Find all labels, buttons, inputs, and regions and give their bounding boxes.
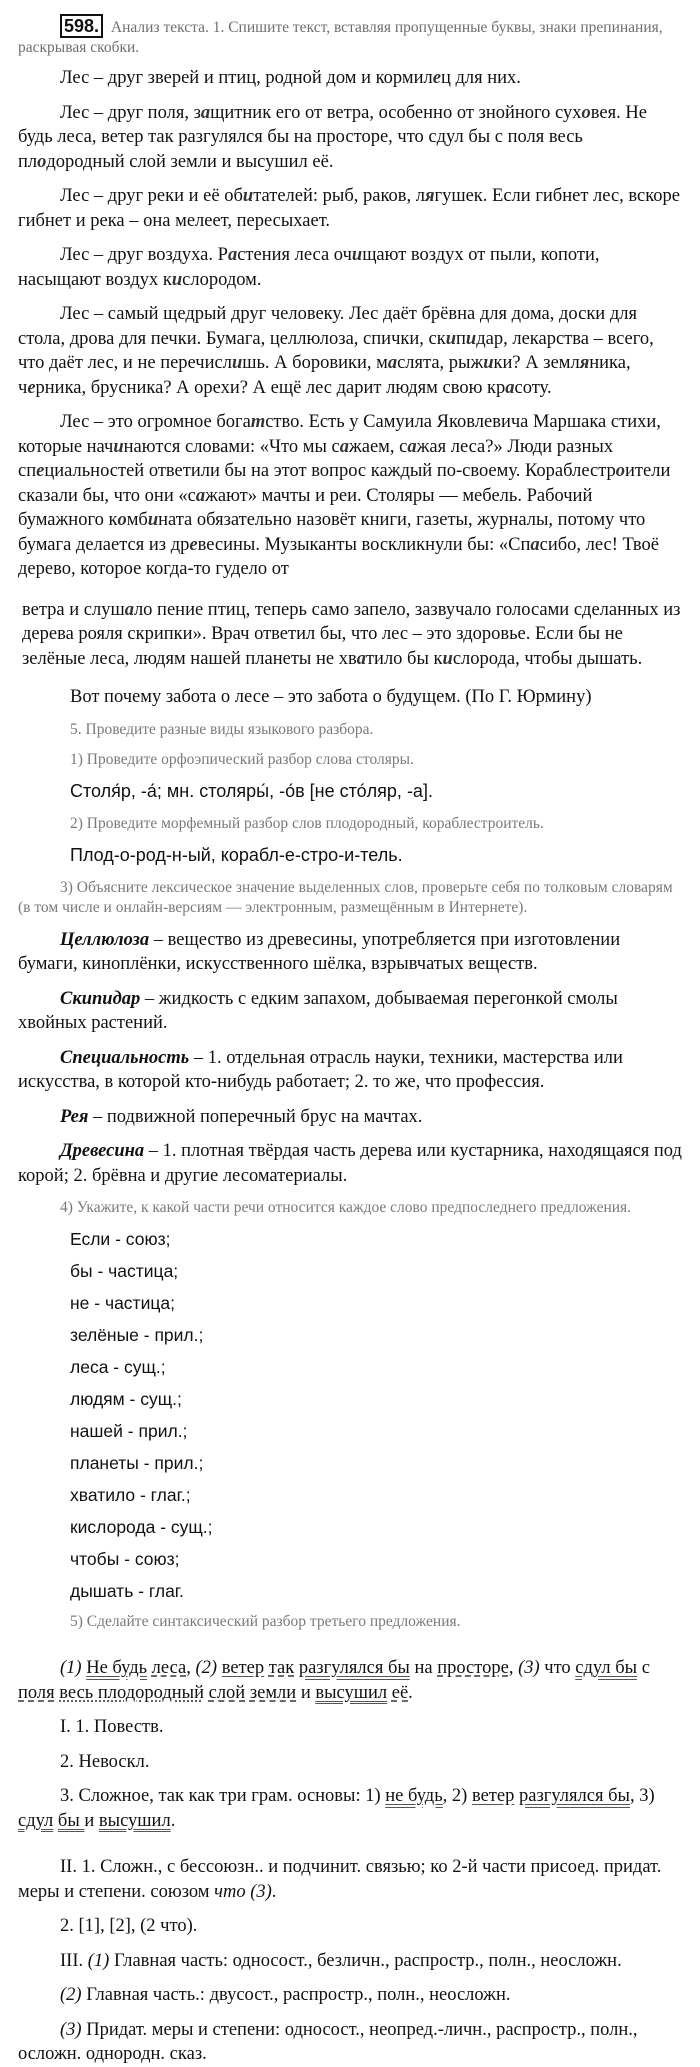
- inserted-letter: е: [432, 68, 441, 88]
- definition-term: Специальность: [60, 1047, 190, 1068]
- inserted-letter: о: [581, 102, 591, 123]
- task5-instruction: 5. Проведите разные виды языкового разбора.: [70, 720, 374, 738]
- inserted-letter: и: [171, 269, 183, 290]
- pos-item: хватило - глаг.;: [70, 1485, 191, 1505]
- inserted-letter: т: [250, 412, 266, 432]
- inserted-letter: а: [356, 648, 366, 669]
- sentence-member: ветер: [221, 1658, 265, 1678]
- sentence-member: (1): [60, 1658, 82, 1678]
- analysis-II1-conj: что (3): [214, 1881, 272, 1902]
- sub3-instruction: 3) Объясните лексическое значение выделенных слов, проверьте себя по толковым словарям (в том числе и онлайн-версиям — электронным, размещённым в Интернете).: [18, 878, 673, 916]
- analysis-I3: 3. Сложное, так как три грам. основы: 1) не будь, 2) ветер разгулялся бы, 3) сдул бы и высушил.: [18, 1786, 655, 1831]
- inserted-letter: и: [465, 328, 477, 349]
- analysis-III1-text: Главная часть: односост., безличн., распростр., полн., неосложн.: [109, 1950, 622, 1971]
- definition-text: – 1. плотная твёрдая часть дерева или кустарника, находящаяся под корой; 2. брёвна и другие лесоматериалы.: [18, 1141, 682, 1186]
- syntax-sentence: (1) Не будь леса, (2) ветер так разгулялся бы на просторе, (3) что сдул бы с поля весь плодородный слой земли и высушил её.: [18, 1658, 650, 1703]
- inserted-letter: а: [505, 377, 515, 398]
- analysis-III3: [18, 2018, 682, 2067]
- exercise-instruction-text: Анализ текста. 1. Спишите текст, вставляя пропущенные буквы, знаки препинания, раскрывая скобки.: [18, 19, 663, 56]
- inserted-letter: е: [36, 461, 45, 481]
- inserted-letter: и: [442, 648, 453, 669]
- pos-item: леса - сущ.;: [70, 1357, 166, 1377]
- sentence-member: разгулялся бы: [298, 1658, 410, 1678]
- exercise-instruction: [18, 14, 682, 58]
- inserted-letter: а: [407, 436, 417, 457]
- analysis-III2: [18, 1983, 682, 2008]
- sub2-instruction: 2) Проведите морфемный разбор слов плодородный, кораблестроитель.: [70, 814, 544, 832]
- inserted-letter: и: [351, 245, 363, 265]
- analysis-III3-num: (3): [60, 2019, 82, 2040]
- sentence-member: бы: [57, 1810, 85, 1831]
- pos-item: Если - союз;: [70, 1229, 171, 1249]
- pos-item: зелёные - прил.;: [70, 1325, 204, 1345]
- inserted-letter: и: [242, 186, 254, 206]
- definition-term: Целлюлоза: [60, 929, 150, 950]
- definitions-list: [18, 928, 682, 1189]
- sentence-member: сдул бы: [575, 1658, 638, 1678]
- inserted-letter: а: [124, 599, 134, 620]
- closing-line: Вот почему забота о лесе – это забота о будущем. (По Г. Юрмину): [70, 687, 592, 707]
- sub1-answer: Столя́р, -а́; мн. столяры́, -о́в [не сто́ляр, -а].: [70, 780, 433, 801]
- sentence-member: ветер: [471, 1786, 515, 1806]
- inserted-letter: е: [189, 534, 198, 555]
- analysis-II2: 2. [1], [2], (2 что).: [60, 1916, 198, 1936]
- definition-item: [18, 928, 682, 977]
- analysis-III3-text: Придат. меры и степени: односост., неопред.-личн., распростр., полн., осложн. однородн. сказ.: [18, 2019, 638, 2064]
- pos-item: не - частица;: [70, 1293, 175, 1313]
- sentence-member: высушил: [315, 1682, 388, 1703]
- sentence-member: сдул: [18, 1810, 54, 1831]
- pos-item: нашей - прил.;: [70, 1421, 188, 1441]
- pos-item: дышать - глаг.: [70, 1581, 184, 1601]
- definition-text: – вещество из древесины, употребляется при изготовлении бумаги, киноплёнки, искусственного шёлка, взрывчатых веществ.: [18, 929, 621, 974]
- analysis-III1-num: (1): [87, 1950, 110, 1971]
- sub5-instruction: 5) Сделайте синтаксический разбор третьего предложения.: [70, 1613, 461, 1630]
- sentence-member: так: [268, 1658, 295, 1678]
- text-paragraph: Лес – друг поля, защитник его от ветра, особенно от знойного суховея. Не будь леса, ветер так разгулялся бы на просторе, что сдул бы с поля весь плодородный слой земли и высушил её.: [18, 102, 647, 172]
- inserted-letter: а: [339, 436, 349, 457]
- sentence-member: просторе: [437, 1658, 509, 1678]
- sub1-instruction: 1) Проведите орфоэпический разбор слова столяры.: [70, 750, 414, 768]
- text-paragraph: Лес – друг воздуха. Растения леса очищают воздух от пыли, копоти, насыщают воздух кислородом.: [18, 245, 600, 290]
- inserted-letter: я: [424, 186, 435, 206]
- definition-item: [18, 1046, 682, 1095]
- sentence-member: поля: [18, 1682, 55, 1703]
- inserted-letter: о: [37, 151, 47, 172]
- text-paragraph: ветра и слушало пение птиц, теперь само запело, зазвучало голосами сделанных из дерева рояля скрипки». Врач ответил бы, что лес – это здоровье. Если бы не зелёные леса, людям нашей планеты не хватило бы кислорода, чтобы дышать.: [22, 599, 681, 669]
- sentence-member: Не будь: [86, 1658, 148, 1678]
- inserted-letter: а: [195, 485, 206, 506]
- text-paragraph: Лес – самый щедрый друг человеку. Лес даёт брёвна для дома, доски для стола, дрова для печки. Бумага, целлюлоза, спички, скипидар, лекарства – всего, что даёт лес, и не перечислишь. А боровики, маслята, рыжики? А земляника, черника, брусника? А орехи? А ещё лес дарит людям свою красоту.: [18, 304, 654, 398]
- pos-item: кислорода - сущ.;: [70, 1517, 213, 1537]
- definition-item: [18, 1139, 682, 1188]
- inserted-letter: а: [387, 353, 398, 373]
- definition-text: – 1. отдельная отрасль науки, техники, мастерства или искусства, в которой кто-нибудь работает; 2. то же, что профессия.: [18, 1047, 623, 1092]
- inserted-letter: и: [113, 436, 124, 457]
- sentence-member: разгулялся бы: [518, 1786, 630, 1806]
- sentence-member: весь плодородный: [59, 1682, 204, 1703]
- inserted-letter: а: [227, 245, 238, 265]
- definition-text: – жидкость с едким запахом, добываемая перегонкой смолы хвойных растений.: [18, 988, 618, 1033]
- inserted-letter: о: [117, 510, 127, 530]
- pos-item: планеты - прил.;: [70, 1453, 204, 1473]
- inserted-letter: а: [530, 534, 540, 555]
- analysis-II1-end: .: [271, 1881, 277, 1902]
- pos-item: чтобы - союз;: [70, 1549, 180, 1569]
- text-paragraph: Лес – друг реки и её обитателей: рыб, раков, лягушек. Если гибнет лес, вскоре гибнет и река – она мелеет, пересыхает.: [18, 186, 681, 231]
- analysis-III1: [18, 1949, 682, 1974]
- sentence-member: (3): [518, 1658, 540, 1678]
- text-paragraph: Лес – друг зверей и птиц, родной дом и кормилец для них.: [60, 68, 521, 88]
- inserted-letter: е: [27, 377, 36, 398]
- sentence-member: слой: [208, 1682, 246, 1703]
- sentence-member: не будь: [385, 1786, 443, 1806]
- analysis-III2-num: (2): [60, 1985, 82, 2005]
- analysis-II1: [18, 1855, 682, 1904]
- definition-text: – подвижной поперечный брус на мачтах.: [88, 1106, 423, 1127]
- analysis-II1-text: II. 1. Сложн., с бессоюзн.. и подчинит. связью; ко 2-й части присоед. придат. меры и степени. союзом: [18, 1857, 662, 1902]
- analysis-III2-text: Главная часть.: двусост., распростр., полн., неосложн.: [81, 1985, 511, 2005]
- text-paragraph: Лес – это огромное богатство. Есть у Самуила Яковлевича Маршака стихи, которые начинаются словами: «Что мы сажаем, сажая леса?» Люди разных специальностей ответили бы на этот вопрос каждый по-своему. Кораблестроители сказали бы, что они «сажают» мачты и реи. Столяры — мебель. Рабочий бумажного комбината обязательно назовёт книги, газеты, журналы, потому что бумага делается из древесины. Музыканты воскликнули бы: «Спасибо, лес! Твоё дерево, которое когда-то гудело от: [18, 412, 671, 579]
- sentence-member: (2): [195, 1658, 218, 1678]
- inserted-letter: и: [147, 510, 159, 530]
- analysis-I1: I. 1. Повеств.: [60, 1717, 164, 1737]
- sub4-instruction: 4) Укажите, к какой части речи относится каждое слово предпоследнего предложения.: [60, 1199, 632, 1216]
- pos-item: людям - сущ.;: [70, 1389, 182, 1409]
- parts-of-speech-list: [18, 1228, 682, 1602]
- sub2-answer: Плод-о-род-н-ый, корабл-е-стро-и-тель.: [70, 844, 403, 865]
- analysis-I2: 2. Невоскл.: [60, 1751, 150, 1772]
- definition-term: Древесина: [60, 1141, 145, 1161]
- inserted-letter: а: [200, 102, 211, 123]
- definition-term: Скипидар: [60, 988, 141, 1009]
- definition-item: [18, 987, 682, 1036]
- definition-item: [18, 1105, 682, 1130]
- sentence-member: её: [391, 1682, 409, 1703]
- inserted-letter: и: [445, 328, 457, 349]
- inserted-letter: о: [615, 461, 626, 481]
- analysis-III-prefix: III.: [60, 1950, 88, 1971]
- exercise-number-badge: 598.: [60, 14, 103, 38]
- sentence-member: леса: [151, 1658, 187, 1678]
- inserted-letter: и: [483, 353, 494, 373]
- sentence-member: земли: [249, 1682, 297, 1703]
- definition-term: Рея: [60, 1106, 89, 1127]
- inserted-letter: я: [579, 353, 590, 373]
- sentence-member: высушил: [98, 1810, 171, 1831]
- pos-item: бы - частица;: [70, 1261, 179, 1281]
- inserted-letter: и: [231, 353, 243, 373]
- source-text: [18, 66, 682, 671]
